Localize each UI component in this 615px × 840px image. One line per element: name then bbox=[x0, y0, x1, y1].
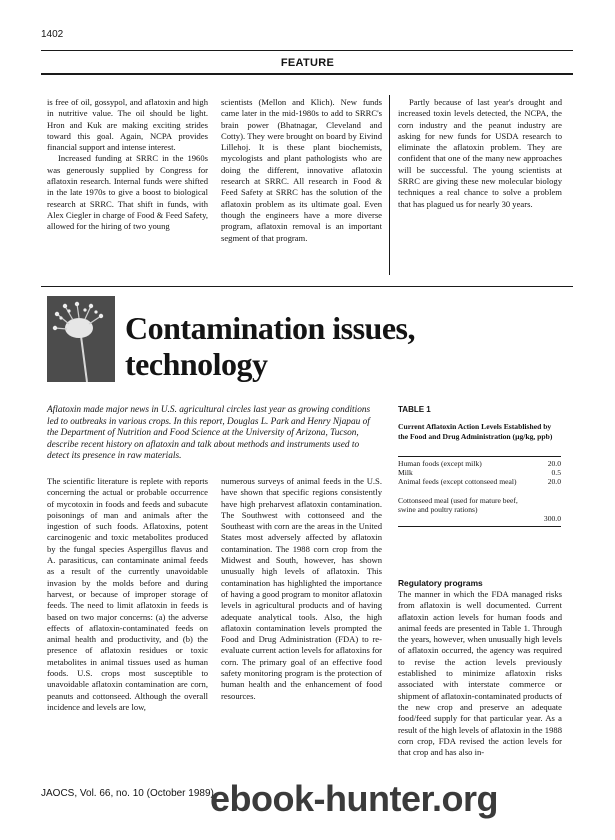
table-row-item: Milk bbox=[398, 468, 413, 477]
table-row bbox=[398, 477, 561, 486]
table-rule-top bbox=[398, 456, 561, 457]
table-row bbox=[398, 459, 561, 468]
top-column-1 bbox=[47, 97, 208, 233]
article-divider bbox=[41, 286, 573, 287]
table-caption: Current Aflatoxin Action Levels Established by the Food and Drug Administration (µg/kg, ppb) bbox=[398, 422, 553, 441]
article-title-line-2: technology bbox=[125, 346, 268, 382]
page-number: 1402 bbox=[41, 29, 64, 40]
article-deck: Aflatoxin made major news in U.S. agricultural circles last year as growing conditions led to outbreaks in various crops. In this report, Douglas L. Park and Henry Njapau of the Department of Nutrition and Food Science at the University of Arizona, Tucson, describe recent history on aflatoxin and talk about methods and instruments used to detect its presence in raw materials. bbox=[47, 405, 371, 462]
article-title-line-1: Contamination issues, bbox=[125, 310, 415, 346]
article-col3-text: The manner in which the FDA managed risks from aflatoxin is well documented. Current aflatoxin action levels for human foods and animal feeds are presented in Table 1. Through the years, however, when unusually high levels of aflatoxin occurred, the agency was required to revise the action levels previously established to minimize aflatoxin risks associated with interstate commerce or shipment of aflatoxin-contaminated products of the new crop and preserve an adequate food/feed supply for that particular year. As a result of the high levels of aflatoxin in the 1988 corn crop, FDA revised the action levels for that crop and has also in- bbox=[398, 589, 562, 758]
top-column-3 bbox=[398, 97, 562, 210]
section-label: FEATURE bbox=[280, 57, 335, 69]
table-label: TABLE 1 bbox=[398, 405, 431, 414]
watermark-text: ebook-hunter.org bbox=[210, 778, 498, 819]
article-column-1 bbox=[47, 476, 208, 713]
table-row-item: Animal feeds (except cottonseed meal) bbox=[398, 477, 517, 486]
section-subhead: Regulatory programs bbox=[398, 578, 483, 588]
header-rule-bottom bbox=[41, 73, 573, 75]
table-row-value: 300.0 bbox=[543, 514, 561, 523]
top-col3-para-1: Partly because of last year's drought and increased toxin levels detected, the NCPA, the corn industry and the peanut industry are asking for new funds for USDA research to eliminate the aflatoxin problem. They are confident that one of the many new approaches will be successful. The young scientists at SRRC are giving these new molecular biology techniques a real chance to solve a problem that has plagued us for nearly 30 years. bbox=[398, 97, 562, 209]
table-rule-bottom bbox=[398, 526, 561, 527]
header-rule-top bbox=[41, 50, 573, 51]
table-row-item: Cottonseed meal (used for mature beef, swine and poultry rations) bbox=[398, 496, 518, 515]
table-row bbox=[398, 468, 561, 477]
article-col2-text: numerous surveys of animal feeds in the U.S. have shown that specific regions consistently have high preharvest aflatoxin contamination. The Southwest with cottonseed and the Southeast with corn are the areas in the United States most adversely affected by aflatoxin contamination. The 1988 corn crop from the Midwest and South, however, has shown unusually high levels of aflatoxin. This contamination has highlighted the importance of having a good program to monitor aflatoxin levels in agricultural products and of having adequate analytical tools. Also, the high aflatoxin contamination levels prompted the Food and Drug Administration (FDA) to re-evaluate current action levels for aflatoxins for corn. The primary goal of an effective food safety monitoring program is the protection of human health and the enhancement of food resources. bbox=[221, 476, 382, 701]
table-row-value: 0.5 bbox=[551, 468, 561, 477]
table-row bbox=[398, 496, 561, 523]
top-col1-para-1: is free of oil, gossypol, and aflatoxin and high in nutritive value. The oil should be light. Hron and Kuk are making exciting strides toward this goal. Again, NCPA provides financial support and intense interest. bbox=[47, 97, 208, 153]
top-col2-para-1: scientists (Mellon and Klich). New funds came later in the mid-1980s to add to SRRC's brain power (Bhatnagar, Cleveland and Cotty). They were brought on board by Eivind Lillehoj. It is these plant biochemists, mycologists and plant pathologists who are doing the different, innovative aflatoxin research at SRRC. All research in Food & Feed Safety at SRRC has the solution of the aflatoxin problem as its ultimate goal. Even though the engineers have a more diverse program, aflatoxin removal is an important segment of that program. bbox=[221, 97, 382, 243]
article-column-2 bbox=[221, 476, 382, 702]
article-col1-text: The scientific literature is replete with reports concerning the actual or probable occurrence of mycotoxin in foods and feeds and subacute poisonings of man and animals after the ingestion of such foods. Aflatoxins, potent carcinogenic and toxic metabolites produced by the fungal species Aspergillus flavus and A. parasiticus, can contaminate animal feeds as a result of the currently unavoidable invasion by the molds before and during harvest, or because of improper storage of feeds. The need to limit aflatoxin in feeds is based on two major concerns: (a) the adverse effects of aflatoxin-contaminated feeds on animal health and productivity, and (b) the presence of aflatoxin residues or toxic metabolites in animal tissues used as human foods. U.S. crops most susceptible to unavoidable aflatoxin contamination are corn, peanuts and cottonseed. Although the overall incidence and levels are low, bbox=[47, 476, 208, 712]
aspergillus-photo bbox=[47, 296, 115, 382]
top-col1-para-2: Increased funding at SRRC in the 1960s was generously supplied by Congress for aflatoxin research. Internal funds were shifted in the late 1970s to give a boost to biological research at SRRC. That shift in funds, with Alex Ciegler in charge of Food & Feed Safety, allowed for the hiring of two young bbox=[47, 153, 208, 232]
column-divider bbox=[389, 95, 390, 275]
table-row-value: 20.0 bbox=[547, 459, 561, 468]
table-row-value: 20.0 bbox=[547, 477, 561, 486]
article-title bbox=[125, 310, 415, 382]
top-column-2 bbox=[221, 97, 382, 244]
journal-citation: JAOCS, Vol. 66, no. 10 (October 1989) bbox=[41, 788, 214, 799]
article-column-3 bbox=[398, 589, 562, 758]
table-row-item: Human foods (except milk) bbox=[398, 459, 482, 468]
